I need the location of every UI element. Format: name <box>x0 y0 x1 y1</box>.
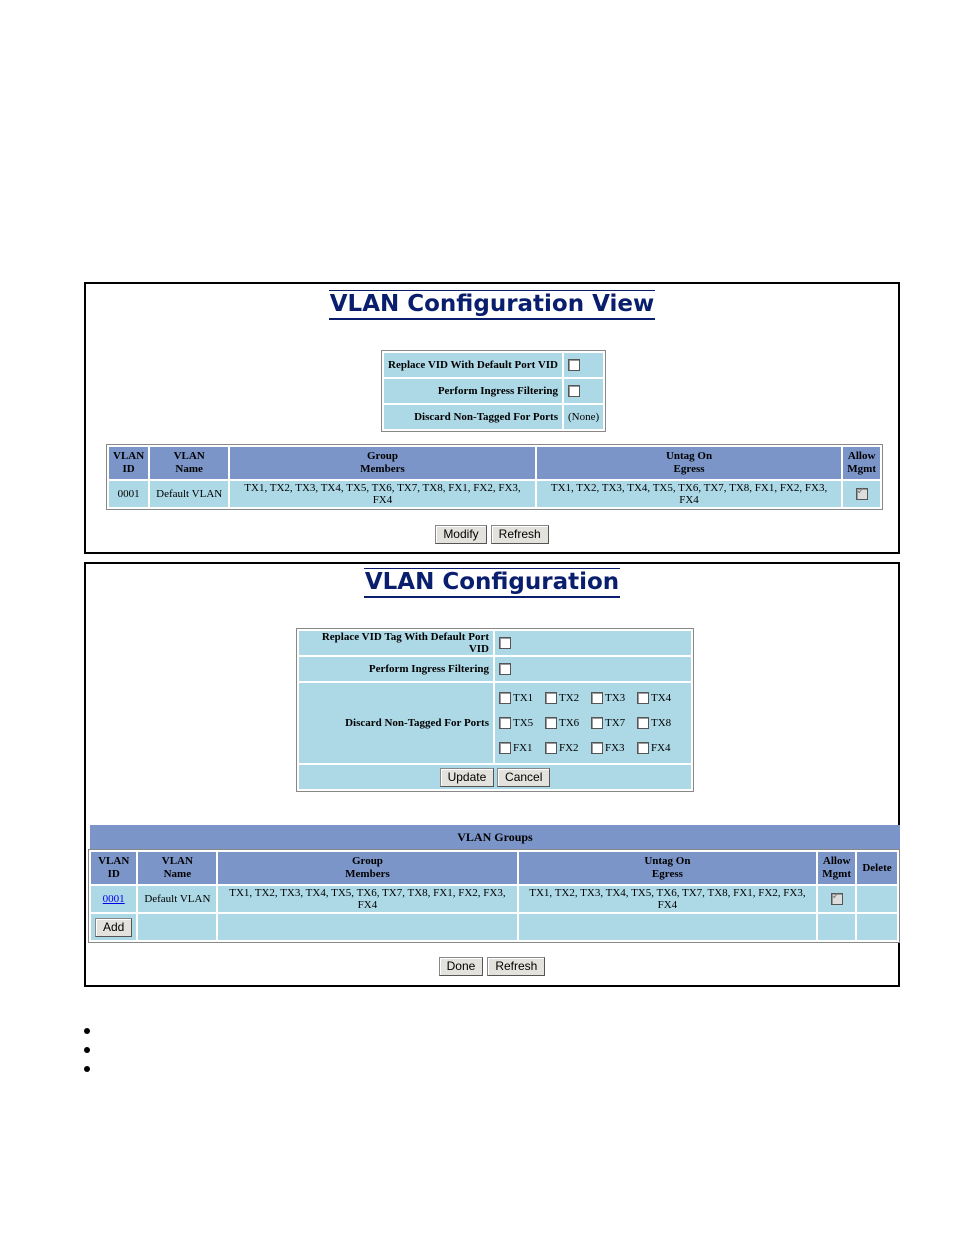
col-group-members: Group Members <box>218 852 516 884</box>
vlan-name-cell: Default VLAN <box>150 481 228 507</box>
port-checkbox[interactable] <box>545 717 557 729</box>
port-option-tx3[interactable]: TX3 <box>591 686 637 711</box>
port-option-fx1[interactable]: FX1 <box>499 736 545 761</box>
refresh-button[interactable]: Refresh <box>491 525 549 544</box>
port-checkbox[interactable] <box>637 692 649 704</box>
config-settings-table <box>296 628 694 792</box>
port-option-tx1[interactable]: TX1 <box>499 686 545 711</box>
untag-cell: TX1, TX2, TX3, TX4, TX5, TX6, TX7, TX8, FX1, FX2, FX3, FX4 <box>537 481 842 507</box>
table-row <box>91 886 897 912</box>
port-option-tx2[interactable]: TX2 <box>545 686 591 711</box>
ingress-filter-checkbox <box>568 385 580 397</box>
add-button[interactable]: Add <box>95 918 132 937</box>
allow-mgmt-cell <box>843 481 880 507</box>
perform-ingress-checkbox[interactable] <box>499 663 511 675</box>
col-allow-mgmt: Allow Mgmt <box>843 447 880 479</box>
members-cell: TX1, TX2, TX3, TX4, TX5, TX6, TX7, TX8, FX1, FX2, FX3, FX4 <box>230 481 535 507</box>
col-vlan-id: VLAN ID <box>109 447 148 479</box>
members-cell: TX1, TX2, TX3, TX4, TX5, TX6, TX7, TX8, FX1, FX2, FX3, FX4 <box>218 886 516 912</box>
port-option-fx4[interactable]: FX4 <box>637 736 683 761</box>
view-vlan-table <box>106 444 883 510</box>
refresh-button[interactable]: Refresh <box>487 957 545 976</box>
bullet-list <box>84 1028 90 1085</box>
discard-value: (None) <box>564 405 603 429</box>
allow-mgmt-checkbox <box>856 488 868 500</box>
bullet-dot <box>84 1047 90 1053</box>
port-checkbox[interactable] <box>499 717 511 729</box>
col-untag-egress: Untag On Egress <box>537 447 842 479</box>
modify-button[interactable]: Modify <box>435 525 486 544</box>
replace-vid-value <box>564 353 603 377</box>
delete-cell <box>857 886 897 912</box>
vlan-name-cell: Default VLAN <box>138 886 216 912</box>
bullet-dot <box>84 1028 90 1034</box>
done-button[interactable]: Done <box>439 957 484 976</box>
port-checkbox[interactable] <box>637 717 649 729</box>
ingress-filter-label: Perform Ingress Filtering <box>384 379 562 403</box>
col-delete: Delete <box>857 852 897 884</box>
port-checkbox[interactable] <box>591 692 603 704</box>
col-vlan-id: VLAN ID <box>91 852 136 884</box>
port-checkbox[interactable] <box>591 742 603 754</box>
vlan-id-cell: 0001 <box>109 481 148 507</box>
cancel-button[interactable]: Cancel <box>497 768 550 787</box>
port-checkbox[interactable] <box>499 692 511 704</box>
table-row <box>109 481 880 507</box>
port-option-tx5[interactable]: TX5 <box>499 711 545 736</box>
view-title: VLAN Configuration View <box>86 290 898 320</box>
config-vlan-table <box>88 849 900 943</box>
col-vlan-name: VLAN Name <box>150 447 228 479</box>
update-cancel-row <box>299 765 691 789</box>
perform-ingress-label: Perform Ingress Filtering <box>299 657 493 681</box>
vlan-config-panel <box>84 562 900 987</box>
discard-ports-label: Discard Non-Tagged For Ports <box>299 683 493 763</box>
discard-label: Discard Non-Tagged For Ports <box>384 405 562 429</box>
port-option-tx8[interactable]: TX8 <box>637 711 683 736</box>
discard-ports-grid <box>495 683 691 763</box>
port-checkbox[interactable] <box>545 692 557 704</box>
bullet-dot <box>84 1066 90 1072</box>
port-checkbox[interactable] <box>545 742 557 754</box>
untag-cell: TX1, TX2, TX3, TX4, TX5, TX6, TX7, TX8, FX1, FX2, FX3, FX4 <box>519 886 817 912</box>
config-title: VLAN Configuration <box>86 568 898 598</box>
port-checkbox[interactable] <box>591 717 603 729</box>
allow-mgmt-checkbox <box>831 893 843 905</box>
port-option-fx3[interactable]: FX3 <box>591 736 637 761</box>
port-option-tx6[interactable]: TX6 <box>545 711 591 736</box>
add-row <box>91 914 897 940</box>
replace-vid-tag-label: Replace VID Tag With Default Port VID <box>299 631 493 655</box>
col-untag-egress: Untag On Egress <box>519 852 817 884</box>
col-group-members: Group Members <box>230 447 535 479</box>
port-option-fx2[interactable]: FX2 <box>545 736 591 761</box>
col-allow-mgmt: Allow Mgmt <box>818 852 855 884</box>
ingress-filter-value <box>564 379 603 403</box>
vlan-groups-header: VLAN Groups <box>90 825 900 849</box>
replace-vid-label: Replace VID With Default Port VID <box>384 353 562 377</box>
view-settings-table <box>381 350 606 432</box>
vlan-config-view-panel <box>84 282 900 554</box>
port-option-tx7[interactable]: TX7 <box>591 711 637 736</box>
port-option-tx4[interactable]: TX4 <box>637 686 683 711</box>
allow-mgmt-cell <box>818 886 855 912</box>
replace-vid-checkbox <box>568 359 580 371</box>
replace-vid-tag-checkbox[interactable] <box>499 637 511 649</box>
vlan-id-link[interactable]: 0001 <box>102 893 125 905</box>
update-button[interactable]: Update <box>440 768 495 787</box>
port-checkbox[interactable] <box>637 742 649 754</box>
port-checkbox[interactable] <box>499 742 511 754</box>
col-vlan-name: VLAN Name <box>138 852 216 884</box>
